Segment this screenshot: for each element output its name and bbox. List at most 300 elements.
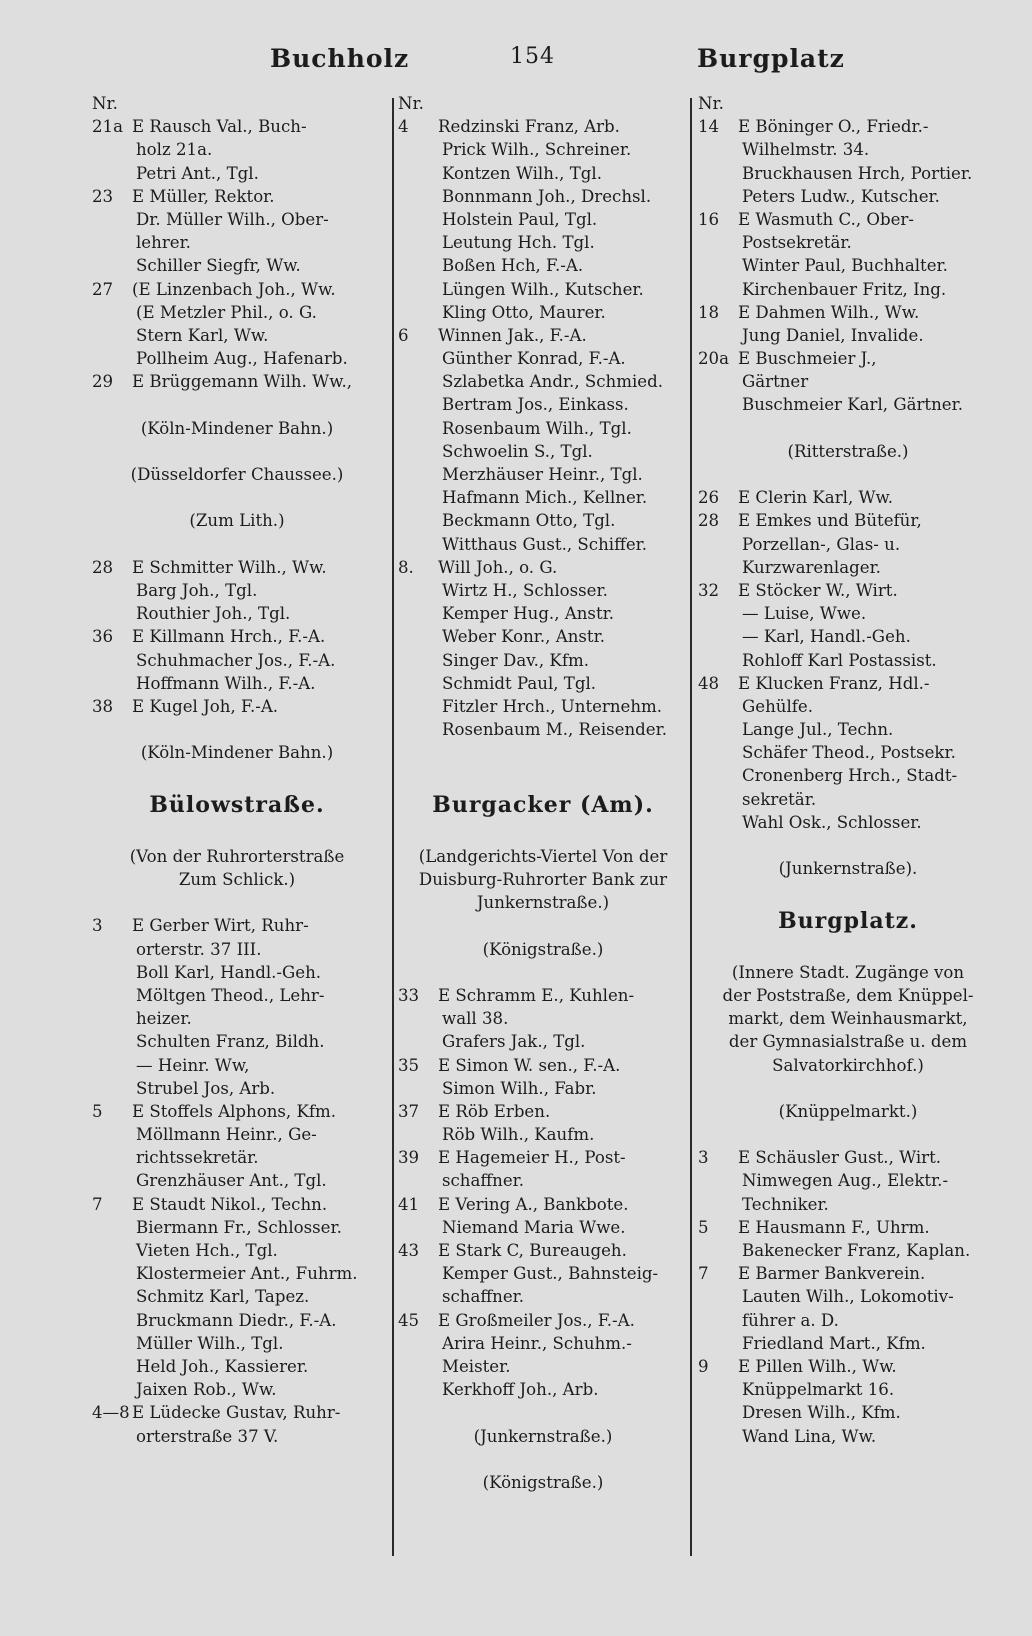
house-entry	[92, 115, 382, 138]
resident-entry	[92, 1262, 382, 1285]
entry-text: Winter Paul, Buchhalter.	[742, 256, 948, 276]
resident-entry	[92, 1146, 382, 1169]
house-number: 4	[398, 117, 409, 137]
resident-entry	[92, 579, 382, 602]
entry-text: E Großmeiler Jos., F.-A.	[438, 1310, 635, 1330]
resident-entry	[698, 231, 998, 254]
house-entry	[92, 625, 382, 648]
resident-entry	[398, 1007, 688, 1030]
resident-entry	[92, 1425, 382, 1448]
entry-text: E Müller, Rektor.	[132, 186, 275, 206]
cross-street-marker: (Köln-Mindener Bahn.)	[140, 418, 334, 438]
spacer	[92, 718, 382, 741]
resident-entry	[398, 231, 688, 254]
house-number: 21a	[92, 117, 124, 137]
house-entry	[92, 1193, 382, 1216]
resident-entry	[92, 1285, 382, 1308]
entry-text: E Staudt Nikol., Techn.	[132, 1194, 328, 1214]
house-entry	[398, 1239, 688, 1262]
house-entry	[92, 1100, 382, 1123]
resident-entry	[92, 1309, 382, 1332]
entry-text: Boll Karl, Handl.-Geh.	[136, 962, 322, 982]
spacer	[398, 961, 688, 984]
entry-text: orterstraße 37 V.	[136, 1426, 279, 1446]
resident-entry	[398, 1216, 688, 1239]
resident-entry	[398, 370, 688, 393]
street-description: markt, dem Weinhausmarkt,	[728, 1009, 968, 1029]
entry-text: Prick Wilh., Schreiner.	[442, 140, 632, 160]
spacer	[698, 938, 998, 961]
resident-entry	[698, 718, 998, 741]
resident-entry	[398, 672, 688, 695]
entry-text: Techniker.	[742, 1194, 829, 1214]
house-entry	[698, 1216, 998, 1239]
house-entry	[92, 1401, 382, 1424]
house-number: 5	[698, 1217, 709, 1237]
entry-text: Meister.	[442, 1356, 511, 1376]
resident-entry	[698, 1169, 998, 1192]
resident-entry	[698, 393, 998, 416]
entry-text: E Kugel Joh, F.-A.	[132, 696, 279, 716]
column-3	[698, 92, 998, 1448]
house-number: 28	[92, 557, 114, 577]
entry-text: E Wasmuth C., Ober-	[738, 209, 914, 229]
spacer	[698, 417, 998, 440]
resident-entry	[92, 162, 382, 185]
entry-text: Bruckmann Diedr., F.-A.	[136, 1310, 337, 1330]
resident-entry	[92, 984, 382, 1007]
entry-text: Bonnmann Joh., Drechsl.	[442, 186, 652, 206]
entry-text: Redzinski Franz, Arb.	[438, 117, 620, 137]
cross-street-marker: (Ritterstraße.)	[787, 441, 909, 461]
entry-text: wall 38.	[442, 1009, 509, 1029]
entry-text: — Heinr. Ww,	[136, 1055, 250, 1075]
spacer	[92, 891, 382, 914]
entry-text: Schäfer Theod., Postsekr.	[742, 743, 956, 763]
column-2	[398, 92, 688, 1494]
entry-text: Witthaus Gust., Schiffer.	[442, 534, 648, 554]
spacer	[92, 764, 382, 787]
house-number: 14	[698, 117, 720, 137]
entry-text: Buschmeier Karl, Gärtner.	[742, 395, 963, 415]
entry-text: Boßen Hch, F.-A.	[442, 256, 584, 276]
resident-entry	[698, 1378, 998, 1401]
resident-entry	[398, 533, 688, 556]
spacer	[398, 764, 688, 787]
street-description: der Poststraße, dem Knüppel-	[722, 985, 974, 1005]
resident-entry	[92, 1169, 382, 1192]
resident-entry	[698, 811, 998, 834]
street-heading: Burgacker (Am).	[432, 791, 654, 818]
entry-text: E Schäusler Gust., Wirt.	[738, 1148, 942, 1168]
resident-entry	[398, 602, 688, 625]
entry-text: Cronenberg Hrch., Stadt-	[742, 766, 958, 786]
house-number: 29	[92, 372, 114, 392]
house-number: 32	[698, 580, 720, 600]
spacer	[92, 440, 382, 463]
house-entry	[698, 115, 998, 138]
street-heading: Burgplatz.	[778, 907, 918, 934]
resident-entry	[92, 1123, 382, 1146]
street-description: (Von der Ruhrorterstraße	[129, 846, 345, 866]
entry-text: schaffner.	[442, 1171, 525, 1191]
house-entry	[92, 370, 382, 393]
resident-entry	[398, 138, 688, 161]
entry-text: Wand Lina, Ww.	[742, 1426, 877, 1446]
house-number: 9	[698, 1356, 709, 1376]
house-number: 8.	[398, 557, 414, 577]
house-number: 36	[92, 627, 114, 647]
resident-entry	[398, 440, 688, 463]
entry-text: E Schmitter Wilh., Ww.	[132, 557, 327, 577]
entry-text: — Karl, Handl.-Geh.	[742, 627, 911, 647]
street-description: (Landgerichts-Viertel Von der	[418, 846, 668, 866]
house-entry	[698, 672, 998, 695]
entry-text: holz 21a.	[136, 140, 213, 160]
entry-text: Jung Daniel, Invalide.	[742, 325, 924, 345]
resident-entry	[398, 1262, 688, 1285]
entry-text: E Emkes und Bütefür,	[738, 511, 922, 531]
entry-text: orterstr. 37 III.	[136, 939, 262, 959]
spacer	[698, 1077, 998, 1100]
entry-text: Wahl Osk., Schlosser.	[742, 812, 922, 832]
column-divider-2	[690, 98, 692, 1556]
cross-street-marker: (Königstraße.)	[482, 939, 604, 959]
entry-text: Leutung Hch. Tgl.	[442, 233, 595, 253]
resident-entry	[398, 718, 688, 741]
entry-text: E Röb Erben.	[438, 1101, 551, 1121]
resident-entry	[92, 1054, 382, 1077]
entry-text: Simon Wilh., Fabr.	[442, 1078, 597, 1098]
house-number: 5	[92, 1101, 103, 1121]
resident-entry	[398, 1169, 688, 1192]
street-description: der Gymnasialstraße u. dem	[728, 1032, 968, 1052]
house-number: 38	[92, 696, 114, 716]
entry-text: Lauten Wilh., Lokomotiv-	[742, 1287, 954, 1307]
spacer	[92, 393, 382, 416]
street-description: Salvatorkirchhof.)	[772, 1055, 924, 1075]
entry-text: Bertram Jos., Einkass.	[442, 395, 629, 415]
entry-text: E Killmann Hrch., F.-A.	[132, 627, 326, 647]
house-entry	[398, 1193, 688, 1216]
house-number: 45	[398, 1310, 420, 1330]
house-entry	[698, 579, 998, 602]
resident-entry	[698, 1425, 998, 1448]
spacer	[92, 822, 382, 845]
cross-street-marker: (Junkernstraße).	[778, 859, 918, 879]
resident-entry	[398, 486, 688, 509]
resident-entry	[698, 254, 998, 277]
entry-text: E Barmer Bankverein.	[738, 1264, 926, 1284]
cross-street-marker: (Knüppelmarkt.)	[778, 1101, 918, 1121]
entry-text: Bakenecker Franz, Kaplan.	[742, 1241, 971, 1260]
spacer	[698, 463, 998, 486]
entry-text: Stern Karl, Ww.	[136, 325, 269, 345]
house-entry	[92, 278, 382, 301]
resident-entry	[698, 185, 998, 208]
entry-text: Holstein Paul, Tgl.	[442, 209, 598, 229]
entry-text: Wirtz H., Schlosser.	[442, 580, 608, 600]
entry-text: E Hagemeier H., Post-	[438, 1148, 626, 1168]
house-entry	[698, 1146, 998, 1169]
entry-text: Peters Ludw., Kutscher.	[742, 186, 940, 206]
house-number: 39	[398, 1148, 420, 1168]
entry-text: E Simon W. sen., F.-A.	[438, 1055, 621, 1075]
house-number: 35	[398, 1055, 420, 1075]
resident-entry	[698, 370, 998, 393]
entry-text: Dresen Wilh., Kfm.	[742, 1403, 901, 1423]
entry-text: Schmidt Paul, Tgl.	[442, 673, 597, 693]
house-number: 6	[398, 325, 409, 345]
house-number: 37	[398, 1101, 420, 1121]
entry-text: Hoffmann Wilh., F.-A.	[136, 673, 316, 693]
resident-entry	[398, 1285, 688, 1308]
resident-entry	[92, 301, 382, 324]
spacer	[698, 1123, 998, 1146]
entry-text: E Gerber Wirt, Ruhr-	[132, 916, 309, 936]
entry-text: E Böninger O., Friedr.-	[738, 117, 929, 137]
house-entry	[398, 1054, 688, 1077]
cross-street-marker: (Königstraße.)	[482, 1472, 604, 1492]
resident-entry	[398, 208, 688, 231]
resident-entry	[92, 649, 382, 672]
entry-text: Möltgen Theod., Lehr-	[136, 985, 325, 1005]
house-number: 28	[698, 511, 720, 531]
entry-text: E Stoffels Alphons, Kfm.	[132, 1101, 337, 1121]
entry-text: E Hausmann F., Uhrm.	[738, 1217, 930, 1237]
entry-text: Grafers Jak., Tgl.	[442, 1032, 586, 1052]
entry-text: Schulten Franz, Bildh.	[136, 1032, 325, 1052]
resident-entry	[698, 556, 998, 579]
house-number: 4—8	[92, 1403, 130, 1423]
house-number: 41	[398, 1194, 420, 1214]
column-nr-heading: Nr.	[398, 94, 424, 113]
entry-text: E Buschmeier J.,	[738, 349, 877, 369]
entry-text: E Klucken Franz, Hdl.-	[738, 673, 930, 693]
resident-entry	[92, 602, 382, 625]
spacer	[398, 1401, 688, 1424]
entry-text: Knüppelmarkt 16.	[742, 1380, 895, 1400]
resident-entry	[398, 695, 688, 718]
resident-entry	[698, 138, 998, 161]
entry-text: Fitzler Hrch., Unternehm.	[442, 696, 663, 716]
resident-entry	[398, 1077, 688, 1100]
house-entry	[398, 1146, 688, 1169]
resident-entry	[92, 208, 382, 231]
entry-text: Szlabetka Andr., Schmied.	[442, 372, 663, 392]
entry-text: E Stöcker W., Wirt.	[738, 580, 898, 600]
entry-text: E Dahmen Wilh., Ww.	[738, 302, 920, 322]
house-entry	[92, 556, 382, 579]
resident-entry	[398, 649, 688, 672]
cross-street-marker: (Köln-Mindener Bahn.)	[140, 743, 334, 763]
column-divider-1	[392, 98, 394, 1556]
entry-text: Beckmann Otto, Tgl.	[442, 511, 616, 531]
resident-entry	[92, 672, 382, 695]
resident-entry	[398, 185, 688, 208]
resident-entry	[398, 463, 688, 486]
house-entry	[398, 115, 688, 138]
entry-text: Friedland Mart., Kfm.	[742, 1333, 926, 1353]
street-description: (Innere Stadt. Zugänge von	[731, 962, 965, 982]
entry-text: Strubel Jos, Arb.	[136, 1078, 276, 1098]
resident-entry	[698, 278, 998, 301]
resident-entry	[698, 602, 998, 625]
house-entry	[398, 984, 688, 1007]
entry-text: Gärtner	[742, 372, 809, 392]
house-entry	[92, 185, 382, 208]
resident-entry	[92, 1332, 382, 1355]
entry-text: E Schramm E., Kuhlen-	[438, 985, 635, 1005]
entry-text: Singer Dav., Kfm.	[442, 650, 589, 670]
spacer	[398, 822, 688, 845]
entry-text: lehrer.	[136, 233, 191, 253]
house-entry	[398, 1309, 688, 1332]
resident-entry	[398, 254, 688, 277]
house-entry	[92, 695, 382, 718]
resident-entry	[398, 509, 688, 532]
cross-street-marker: (Junkernstraße.)	[473, 1426, 613, 1446]
entry-text: Schiller Siegfr, Ww.	[136, 256, 301, 276]
spacer	[398, 741, 688, 764]
resident-entry	[698, 1193, 998, 1216]
entry-text: Kemper Hug., Anstr.	[442, 604, 614, 624]
street-description: Duisburg-Ruhrorter Bank zur	[418, 870, 668, 889]
entry-text: Routhier Joh., Tgl.	[136, 604, 291, 624]
entry-text: Postsekretär.	[742, 233, 852, 253]
entry-text: Lüngen Wilh., Kutscher.	[442, 279, 644, 299]
street-description: Junkernstraße.)	[476, 893, 610, 913]
resident-entry	[92, 347, 382, 370]
house-entry	[698, 208, 998, 231]
resident-entry	[698, 1239, 998, 1262]
resident-entry	[92, 938, 382, 961]
entry-text: Möllmann Heinr., Ge-	[136, 1125, 317, 1145]
entry-text: führer a. D.	[742, 1310, 839, 1330]
entry-text: (E Metzler Phil., o. G.	[136, 302, 317, 322]
resident-entry	[698, 625, 998, 648]
entry-text: Wilhelmstr. 34.	[742, 140, 870, 160]
house-entry	[698, 301, 998, 324]
house-entry	[398, 324, 688, 347]
entry-text: sekretär.	[742, 789, 817, 809]
house-entry	[398, 1100, 688, 1123]
resident-entry	[92, 1030, 382, 1053]
resident-entry	[698, 1285, 998, 1308]
entry-text: E Stark C, Bureaugeh.	[438, 1241, 627, 1260]
entry-text: Kirchenbauer Fritz, Ing.	[742, 279, 947, 299]
house-number: 18	[698, 302, 720, 322]
resident-entry	[698, 1309, 998, 1332]
spacer	[698, 880, 998, 903]
resident-entry	[398, 1123, 688, 1146]
resident-entry	[398, 347, 688, 370]
column-nr-heading: Nr.	[698, 94, 724, 113]
house-number: 43	[398, 1241, 420, 1260]
entry-text: Müller Wilh., Tgl.	[136, 1333, 284, 1353]
entry-text: Schmitz Karl, Tapez.	[136, 1287, 310, 1307]
house-entry	[698, 347, 998, 370]
resident-entry	[92, 961, 382, 984]
house-number: 48	[698, 673, 720, 693]
entry-text: Jaixen Rob., Ww.	[136, 1380, 277, 1400]
entry-text: Rohloff Karl Postassist.	[742, 650, 937, 670]
resident-entry	[698, 649, 998, 672]
house-number: 27	[92, 279, 114, 299]
house-entry	[698, 486, 998, 509]
resident-entry	[92, 1007, 382, 1030]
column-nr-heading: Nr.	[92, 94, 118, 113]
house-entry	[698, 1355, 998, 1378]
header-right-street: Burgplatz	[697, 44, 845, 73]
resident-entry	[398, 417, 688, 440]
entry-text: Hafmann Mich., Kellner.	[442, 488, 648, 508]
resident-entry	[92, 138, 382, 161]
resident-entry	[92, 254, 382, 277]
entry-text: Klostermeier Ant., Fuhrm.	[136, 1264, 358, 1284]
spacer	[698, 834, 998, 857]
entry-text: Günther Konrad, F.-A.	[442, 349, 626, 369]
entry-text: Weber Konr., Anstr.	[442, 627, 605, 647]
resident-entry	[698, 324, 998, 347]
entry-text: richtssekretär.	[136, 1148, 259, 1168]
entry-text: E Clerin Karl, Ww.	[738, 488, 894, 508]
resident-entry	[398, 393, 688, 416]
entry-text: Kling Otto, Maurer.	[442, 302, 606, 322]
entry-text: Gehülfe.	[742, 696, 813, 716]
entry-text: Petri Ant., Tgl.	[136, 163, 259, 183]
entry-text: Nimwegen Aug., Elektr.-	[742, 1171, 949, 1191]
entry-text: Kemper Gust., Bahnsteig-	[442, 1264, 659, 1284]
entry-text: Porzellan-, Glas- u.	[742, 534, 901, 554]
resident-entry	[698, 741, 998, 764]
resident-entry	[698, 533, 998, 556]
entry-text: Lange Jul., Techn.	[742, 720, 894, 740]
entry-text: Merzhäuser Heinr., Tgl.	[442, 465, 643, 484]
house-entry	[698, 509, 998, 532]
resident-entry	[398, 625, 688, 648]
resident-entry	[398, 278, 688, 301]
entry-text: E Lüdecke Gustav, Ruhr-	[132, 1403, 341, 1423]
resident-entry	[698, 695, 998, 718]
spacer	[398, 1448, 688, 1471]
resident-entry	[92, 1355, 382, 1378]
entry-text: schaffner.	[442, 1287, 525, 1307]
house-number: 26	[698, 488, 720, 508]
resident-entry	[698, 788, 998, 811]
resident-entry	[698, 1332, 998, 1355]
house-number: 33	[398, 985, 420, 1005]
house-number: 7	[698, 1264, 709, 1284]
entry-text: Biermann Fr., Schlosser.	[136, 1217, 342, 1237]
entry-text: E Pillen Wilh., Ww.	[738, 1356, 897, 1376]
resident-entry	[398, 1355, 688, 1378]
resident-entry	[398, 579, 688, 602]
entry-text: E Vering A., Bankbote.	[438, 1194, 629, 1214]
entry-text: — Luise, Wwe.	[742, 604, 867, 624]
entry-text: Vieten Hch., Tgl.	[136, 1241, 278, 1260]
entry-text: Rosenbaum M., Reisender.	[442, 720, 668, 740]
resident-entry	[92, 1216, 382, 1239]
spacer	[398, 914, 688, 937]
house-number: 3	[92, 916, 103, 936]
resident-entry	[398, 1332, 688, 1355]
house-number: 23	[92, 186, 114, 206]
entry-text: Schuhmacher Jos., F.-A.	[136, 650, 336, 670]
house-entry	[398, 556, 688, 579]
spacer	[92, 533, 382, 556]
entry-text: Grenzhäuser Ant., Tgl.	[136, 1171, 327, 1191]
